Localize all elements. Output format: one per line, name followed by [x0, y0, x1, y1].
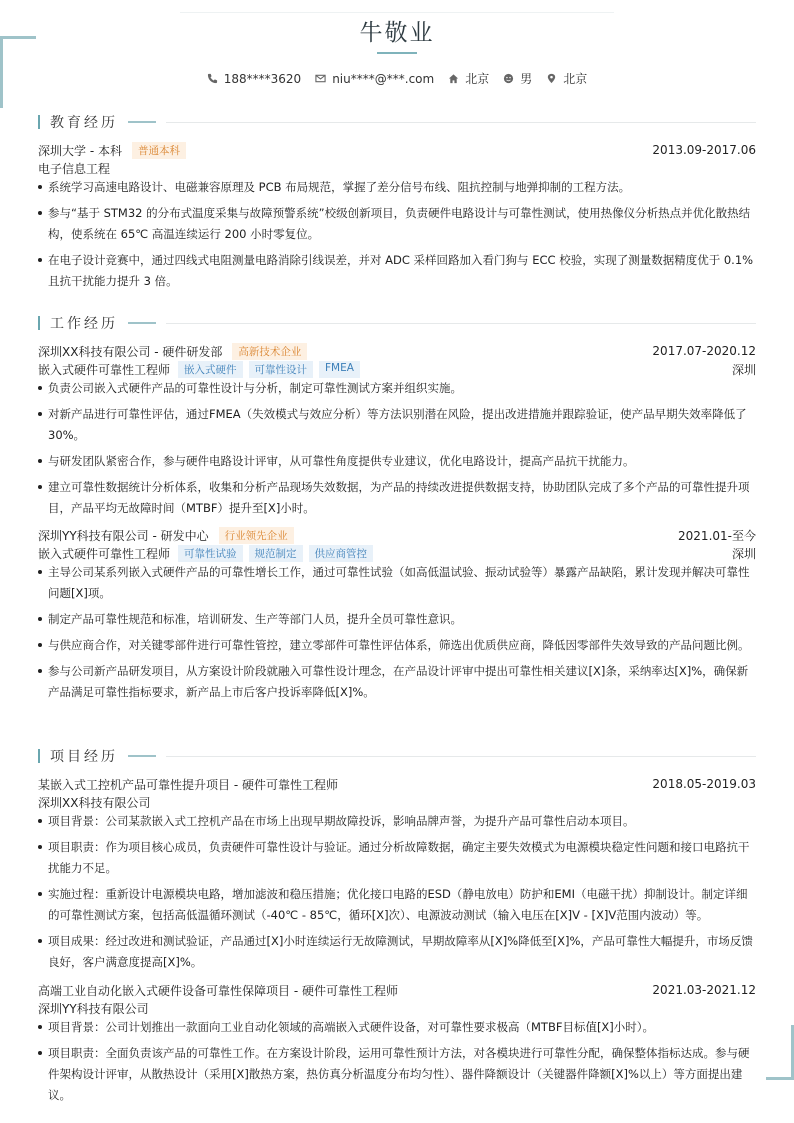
list-item: 系统学习高速电路设计、电磁兼容原理及 PCB 布局规范，掌握了差分信号布线、阻抗控制与地弹抑制的工程方法。: [38, 177, 756, 198]
list-item: 主导公司某系列嵌入式硬件产品的可靠性增长工作，通过可靠性试验（如高低温试验、振动试验等）暴露产品缺陷，累计发现并解决可靠性问题[X]项。: [38, 562, 756, 604]
contact-target-city: [546, 70, 587, 87]
section-work-header: [38, 314, 756, 332]
list-item: 在电子设计竞赛中，通过四线式电阻测量电路消除引线误差，并对 ADC 采样回路加入看门狗与 ECC 校验，实现了测量数据精度优于 0.1% 且抗干扰能力提升 3 倍。: [38, 250, 756, 292]
company-name: 深圳YY科技有限公司 - 研发中心: [38, 528, 209, 543]
contact-email: [315, 70, 434, 87]
project-0-bullets: [38, 811, 756, 978]
work-city: 深圳: [731, 362, 756, 377]
project-period: 2021.03-2021.12: [652, 983, 756, 997]
phone-icon: [207, 73, 218, 84]
skill-tag: 规范制定: [249, 545, 303, 562]
list-item: 与供应商合作，对关键零部件进行可靠性管控，建立零部件可靠性评估体系，筛选出优质供应商，降低因零部件失效导致的产品问题比例。: [38, 635, 756, 656]
skill-tag: FMEA: [319, 361, 360, 378]
section-projects-header: [38, 747, 756, 765]
project-1-company-row: [38, 999, 756, 1017]
contact-gender: [503, 70, 532, 87]
phone-text: 188****3620: [223, 71, 302, 86]
gender-text: 男: [520, 72, 533, 86]
job-role: 嵌入式硬件可靠性工程师: [38, 546, 171, 561]
work-period: 2021.01-至今: [678, 528, 756, 543]
company-tag: 行业领先企业: [219, 527, 294, 544]
list-item: 项目背景：公司某款嵌入式工控机产品在市场上出现早期故障投诉，影响品牌声誉，为提升产品可靠性启动本项目。: [38, 811, 756, 832]
target-city-text: 北京: [563, 72, 588, 86]
user-icon: [503, 73, 514, 84]
project-period: 2018.05-2019.03: [652, 777, 756, 791]
school-name: 深圳大学 - 本科: [38, 143, 122, 158]
company-tag: 高新技术企业: [232, 343, 307, 360]
work-1-role-row: [38, 544, 756, 562]
mail-icon: [315, 73, 326, 84]
contact-bar: [0, 70, 794, 87]
section-title: 工作经历: [50, 316, 118, 332]
list-item: 项目成果：经过改进和测试验证，产品通过[X]小时连续运行无故障测试，早期故障率从[X]%降低至[X]%，产品可靠性大幅提升，市场反馈良好，客户满意度提高[X]%。: [38, 931, 756, 973]
location-text: 北京: [465, 72, 490, 86]
section-title: 项目经历: [50, 749, 118, 765]
work-0-role-row: [38, 360, 756, 378]
project-1-header-row: [38, 981, 756, 999]
section-education-header: [38, 113, 756, 131]
work-1-header-row: [38, 526, 756, 544]
list-item: 项目背景：公司计划推出一款面向工业自动化领域的高端嵌入式硬件设备，对可靠性要求极高（MTBF目标值[X]小时）。: [38, 1017, 756, 1038]
work-period: 2017.07-2020.12: [652, 344, 756, 358]
work-0-header-row: [38, 342, 756, 360]
job-role: 嵌入式硬件可靠性工程师: [38, 362, 171, 377]
project-1-bullets: [38, 1017, 756, 1111]
list-item: 实施过程：重新设计电源模块电路，增加滤波和稳压措施；优化接口电路的ESD（静电放电）防护和EMI（电磁干扰）抑制设计。制定详细的可靠性测试方案，包括高低温循环测试（-40℃ - 85℃，循环[X]次）、电源波动测试（输入电压在[X]V - [X]V范围内波动）等。: [38, 884, 756, 926]
project-company: 深圳XX科技有限公司: [38, 795, 151, 810]
skill-tag: 嵌入式硬件: [178, 361, 243, 378]
home-icon: [448, 73, 459, 84]
work-1-bullets: [38, 562, 756, 708]
list-item: 参与公司新产品研发项目，从方案设计阶段就融入可靠性设计理念，在产品设计评审中提出可靠性相关建议[X]条，采纳率达[X]%，确保新产品满足可靠性指标要求，新产品上市后客户投诉率降低[X]%。: [38, 661, 756, 703]
email-text: niu****@***.com: [332, 71, 435, 86]
candidate-name: 牛敬业: [359, 20, 435, 46]
corner-decoration-bottom-right-horizontal: [766, 1077, 794, 1080]
project-company: 深圳YY科技有限公司: [38, 1001, 149, 1016]
major: 电子信息工程: [38, 161, 111, 176]
list-item: 对新产品进行可靠性评估，通过FMEA（失效模式与效应分析）等方法识别潜在风险，提出改进措施并跟踪验证，使产品早期失效率降低了30%。: [38, 404, 756, 446]
list-item: 与研发团队紧密合作，参与硬件电路设计评审，从可靠性角度提供专业建议，优化电路设计，提高产品抗干扰能力。: [38, 451, 756, 472]
contact-phone: [207, 70, 301, 87]
list-item: 负责公司嵌入式硬件产品的可靠性设计与分析，制定可靠性测试方案并组织实施。: [38, 378, 756, 399]
list-item: 参与“基于 STM32 的分布式温度采集与故障预警系统”校级创新项目，负责硬件电路设计与可靠性测试，使用热像仪分析热点并优化散热结构，使系统在 65℃ 高温连续运行 200 小时零复位。: [38, 203, 756, 245]
education-bullets: [38, 177, 756, 297]
project-title: 高端工业自动化嵌入式硬件设备可靠性保障项目 - 硬件可靠性工程师: [38, 983, 398, 998]
work-0-bullets: [38, 378, 756, 524]
skill-tag: 供应商管控: [309, 545, 374, 562]
project-title: 某嵌入式工控机产品可靠性提升项目 - 硬件可靠性工程师: [38, 777, 338, 792]
skill-tag: 可靠性设计: [249, 361, 314, 378]
name-underline: [377, 52, 417, 54]
list-item: 制定产品可靠性规范和标准，培训研发、生产等部门人员，提升全员可靠性意识。: [38, 609, 756, 630]
education-period: 2013.09-2017.06: [652, 143, 756, 157]
project-0-header-row: [38, 775, 756, 793]
skill-tag: 可靠性试验: [178, 545, 243, 562]
company-name: 深圳XX科技有限公司 - 硬件研发部: [38, 344, 223, 359]
list-item: 建立可靠性数据统计分析体系，收集和分析产品现场失效数据，为产品的持续改进提供数据支持，协助团队完成了多个产品的可靠性提升项目，产品平均无故障时间（MTBF）提升至[X]小时。: [38, 477, 756, 519]
top-divider: [180, 12, 614, 13]
education-header-row: [38, 141, 756, 159]
school-tag: 普通本科: [132, 142, 186, 159]
map-pin-icon: [546, 73, 557, 84]
list-item: 项目职责：作为项目核心成员，负责硬件可靠性设计与验证。通过分析故障数据，确定主要失效模式为电源模块稳定性问题和接口电路抗干扰能力不足。: [38, 837, 756, 879]
project-0-company-row: [38, 793, 756, 811]
section-title: 教育经历: [50, 115, 118, 131]
list-item: 项目职责：全面负责该产品的可靠性工作。在方案设计阶段，运用可靠性预计方法，对各模块进行可靠性分配，确保整体指标达成。参与硬件架构设计评审，从散热设计（采用[X]散热方案，热仿真分析温度分布均匀性）、器件降额设计（关键器件降额[X]%以上）等方面提出建议。: [38, 1043, 756, 1106]
contact-location: [448, 70, 489, 87]
education-major-row: [38, 159, 756, 177]
work-city: 深圳: [731, 546, 756, 561]
